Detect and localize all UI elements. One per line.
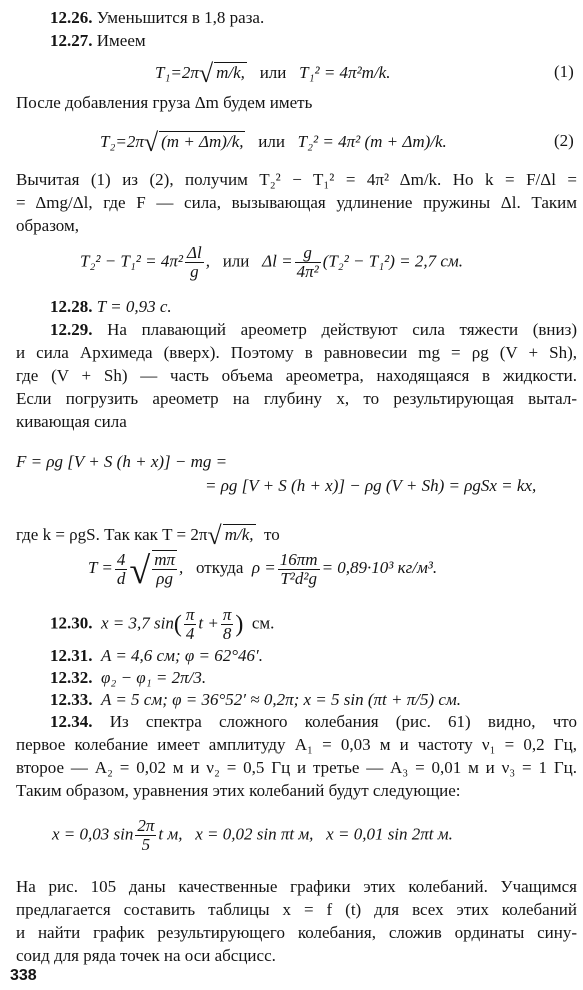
paragraph-line: Таким образом, уравнения этих колебаний будут следующие: (16, 781, 461, 800)
answer-12-33: 12.33. A = 5 см; φ = 36°52′ ≈ 0,2π; x = 5 sin (πt + π/5) см. (50, 690, 462, 709)
answer-12-27: 12.27. Имеем (50, 31, 146, 50)
equation-4-line-1: F = ρg [V + S (h + x)] − mg = (16, 452, 228, 471)
equation-6: x = 0,03 sin $\frac{2\pi}{5}$ t м, x = 0,02 sin πt м, x = 0,01 sin 2πt м. (52, 816, 453, 854)
paragraph-line: Вычитая (1) из (2), получим T₂² − T₁² = 4π² Δm/k. Но k = F/Δl = (16, 170, 577, 189)
equation-4-line-2: = ρg [V + S (h + x)] − ρg (V + Sh) = ρgSx = kx, (205, 476, 537, 495)
equation-5: T = $\frac{4}{d}$ √ $\frac{m\pi}{\rho g}$ , откуда ρ = $\frac{16\pi m}{\text{T²d²g}}$ = 0,89·10³ кг/м³. (88, 549, 438, 592)
paragraph-line: второе — A₂ = 0,02 м и ν₂ = 0,5 Гц и третье — A₃ = 0,01 м и ν₃ = 1 Гц. (16, 758, 577, 777)
paragraph-line: и найти график результирующего колебания, сложив ординаты сину- (16, 923, 577, 942)
paragraph-line: = Δmg/Δl, где F — сила, вызывающая удлинение пружины Δl. Таким (16, 193, 577, 212)
answer-12-28: 12.28. T = 0,93 с. (50, 297, 172, 316)
paragraph-line: На рис. 105 даны качественные графики этих колебаний. Учащимся (16, 877, 577, 896)
paragraph-line: образом, (16, 216, 79, 235)
paragraph-line: где (V + Sh) — часть объема ареометра, находящаяся в жидкости. (16, 366, 577, 385)
paragraph-line: кивающая сила (16, 412, 127, 431)
answer-12-29: 12.29. На плавающий ареометр действуют сила тяжести (вниз) (50, 320, 577, 339)
paragraph-line: После добавления груза Δm будем иметь (16, 93, 313, 112)
answer-12-34: 12.34. Из спектра сложного колебания (рис. 61) видно, что (50, 712, 577, 731)
answer-12-30: 12.30. x = 3,7 sin( $\frac{\pi}{4}$ t + $\frac{\pi}{8}$ ) см. (50, 605, 275, 643)
answer-12-32: 12.32. φ₂ − φ₁ = 2π/3. (50, 668, 207, 687)
paragraph-line: предлагается составить таблицы x = f (t) для всех этих колебаний (16, 900, 577, 919)
equation-2: T₂=2π√ (m + Δm)/k, или T₂² = 4π² (m + Δm)/k. (100, 128, 447, 157)
answer-12-31: 12.31. A = 4,6 см; φ = 62°46′. (50, 646, 263, 665)
equation-2-number: (2) (554, 131, 574, 150)
page-number: 338 (10, 967, 37, 984)
paragraph-line: Если погрузить ареометр на глубину x, то результирующая вытал- (16, 389, 577, 408)
paragraph-line: первое колебание имеет амплитуду A₁ = 0,03 м и частоту ν₁ = 0,2 Гц, (16, 735, 577, 754)
equation-1-number: (1) (554, 62, 574, 81)
paragraph-line: и сила Архимеда (вверх). Поэтому в равновесии mg = ρg (V + Sh), (16, 343, 577, 362)
paragraph-line: соид для ряда точек на оси абсцисс. (16, 946, 276, 965)
answer-12-26: 12.26. Уменьшится в 1,8 раза. (50, 8, 265, 27)
paragraph-line: где k = ρgS. Так как T = 2π√ m/k, то (16, 521, 280, 550)
equation-3: T₂² − T₁² = 4π² $\frac{\Delta l}{g}$ , или Δl = $\frac{g}{\text{4π²}}$ (T₂² − T₁²) = 2,7 см. (80, 243, 464, 281)
equation-1: T₁=2π√ m/k, или T₁² = 4π²m/k. (155, 59, 391, 88)
